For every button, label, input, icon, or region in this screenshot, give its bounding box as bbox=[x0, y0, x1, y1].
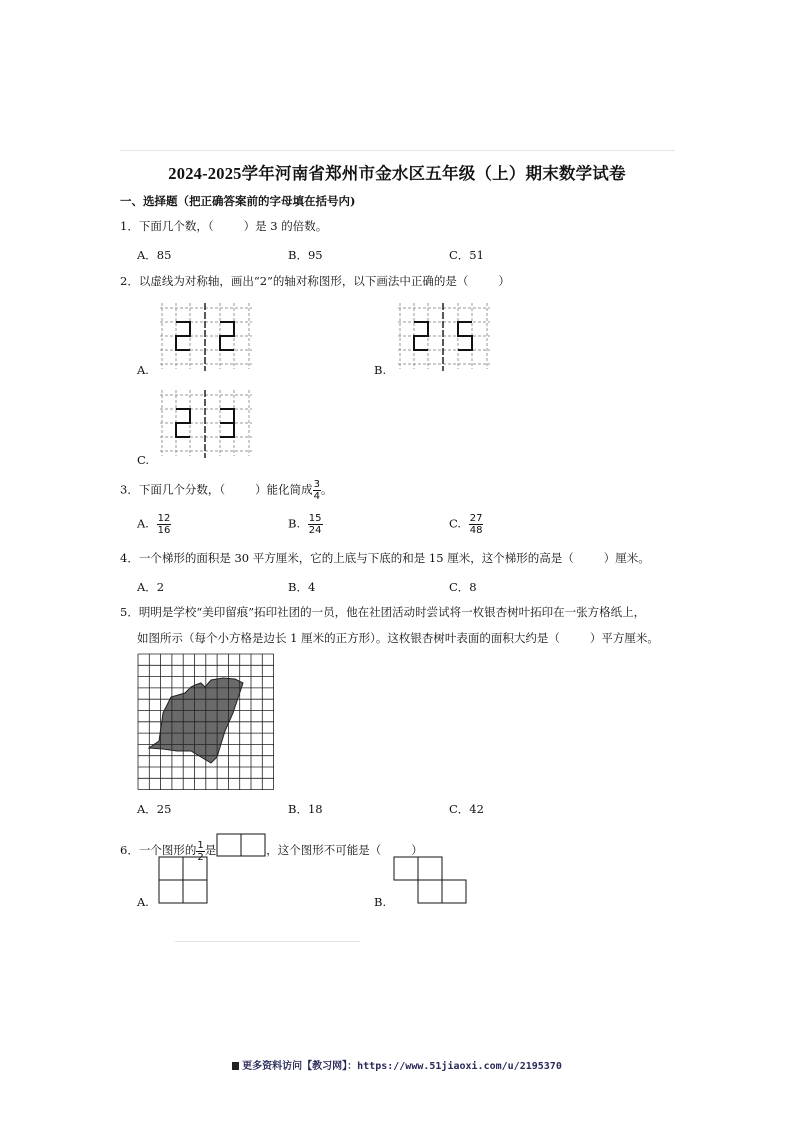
q3-option-a-fraction: $\frac{12}{16}$ bbox=[157, 513, 171, 536]
q1-option-b[interactable]: B．95 bbox=[288, 248, 323, 262]
grid-lines bbox=[138, 654, 274, 790]
question-5-stem-end: ）平方厘米。 bbox=[589, 631, 659, 645]
question-6-stem-rest: ，这个图形不可能是（ bbox=[266, 843, 382, 857]
q3-option-a[interactable]: A. $\frac{12}{16}$ bbox=[137, 513, 171, 536]
question-2-stem: 2．以虚线为对称轴，画出“2”的轴对称图形，以下画法中正确的是（ bbox=[120, 274, 469, 288]
q5-option-b[interactable]: B．18 bbox=[288, 802, 323, 816]
q5-option-c[interactable]: C．42 bbox=[449, 802, 484, 816]
q3-option-b[interactable]: B. $\frac{15}{24}$ bbox=[288, 513, 322, 536]
top-divider bbox=[120, 150, 675, 151]
footer-text: 更多资料访问【教习网】：https://www.51jiaoxi.com/u/2195370 bbox=[242, 1061, 562, 1072]
q1-option-c[interactable]: C．51 bbox=[449, 248, 484, 262]
question-5-stem: 如图所示（每个小方格是边长 1 厘米的正方形）。这枚银杏树叶表面的面积大约是（ bbox=[137, 631, 560, 645]
q6-option-a[interactable]: A. bbox=[137, 895, 149, 909]
q4-option-c[interactable]: C．8 bbox=[449, 580, 477, 594]
q1-option-a[interactable]: A．85 bbox=[137, 248, 172, 262]
section-heading: 一、选择题（把正确答案前的字母填在括号内) bbox=[120, 194, 356, 208]
ginkgo-leaf-grid bbox=[137, 653, 275, 791]
q2-figure-c bbox=[160, 390, 252, 458]
q5-option-a[interactable]: A．25 bbox=[137, 802, 172, 816]
question-2-stem-end: ） bbox=[498, 274, 510, 288]
q2-figure-b bbox=[398, 303, 490, 371]
q6-figure-a bbox=[158, 856, 208, 904]
flag-icon bbox=[232, 1062, 239, 1070]
q2-option-a[interactable]: A. bbox=[137, 363, 149, 377]
question-4-stem-end: ）厘米。 bbox=[603, 551, 650, 565]
half-shape-two-squares bbox=[216, 833, 266, 857]
question-1-stem: 1．下面几个数，（ bbox=[120, 219, 214, 233]
q6-option-b[interactable]: B. bbox=[374, 895, 387, 909]
q2-figure-a bbox=[160, 303, 252, 371]
question-3 bbox=[120, 479, 332, 502]
q4-option-a[interactable]: A．2 bbox=[137, 580, 165, 594]
q3-option-b-fraction: $\frac{15}{24}$ bbox=[308, 513, 322, 536]
question-5-line-2 bbox=[137, 630, 659, 646]
bottom-divider bbox=[175, 941, 360, 942]
q3-option-c[interactable]: C. $\frac{27}{48}$ bbox=[449, 513, 483, 536]
q6-figure-b bbox=[393, 856, 467, 904]
question-1 bbox=[120, 218, 327, 234]
q3-target-fraction: $\frac{3}{4}$ bbox=[313, 479, 320, 502]
question-1-stem-end: ）是 3 的倍数。 bbox=[243, 219, 328, 233]
question-6-stem-end: ） bbox=[411, 843, 423, 857]
question-6-stem-is: 是 bbox=[204, 843, 217, 857]
q2-option-b[interactable]: B. bbox=[374, 363, 387, 377]
question-4 bbox=[120, 550, 650, 566]
q6-fraction: $\frac{1}{2}$ bbox=[197, 839, 204, 863]
question-3-stem-mid: ）能化简成 bbox=[255, 482, 313, 497]
question-3-stem: 3．下面几个分数，（ bbox=[120, 482, 226, 497]
q3-option-c-fraction: $\frac{27}{48}$ bbox=[469, 513, 483, 536]
question-5-line-1: 5．明明是学校“美印留痕”拓印社团的一员，他在社团活动时尝试将一枚银杏树叶拓印在一张方格纸上， bbox=[120, 605, 646, 619]
question-6-stem: 6．一个图形的 bbox=[120, 843, 197, 857]
question-4-stem: 4．一个梯形的面积是 30 平方厘米，它的上底与下底的和是 15 厘米，这个梯形的高是（ bbox=[120, 551, 574, 565]
question-2 bbox=[120, 273, 510, 289]
ginkgo-leaf-shape bbox=[149, 678, 243, 763]
footer-link[interactable] bbox=[0, 1057, 794, 1072]
q2-option-c[interactable]: C. bbox=[137, 453, 150, 467]
question-3-stem-end: 。 bbox=[320, 482, 333, 497]
q4-option-b[interactable]: B．4 bbox=[288, 580, 316, 594]
page-title: 2024-2025学年河南省郑州市金水区五年级（上）期末数学试卷 bbox=[168, 164, 626, 183]
